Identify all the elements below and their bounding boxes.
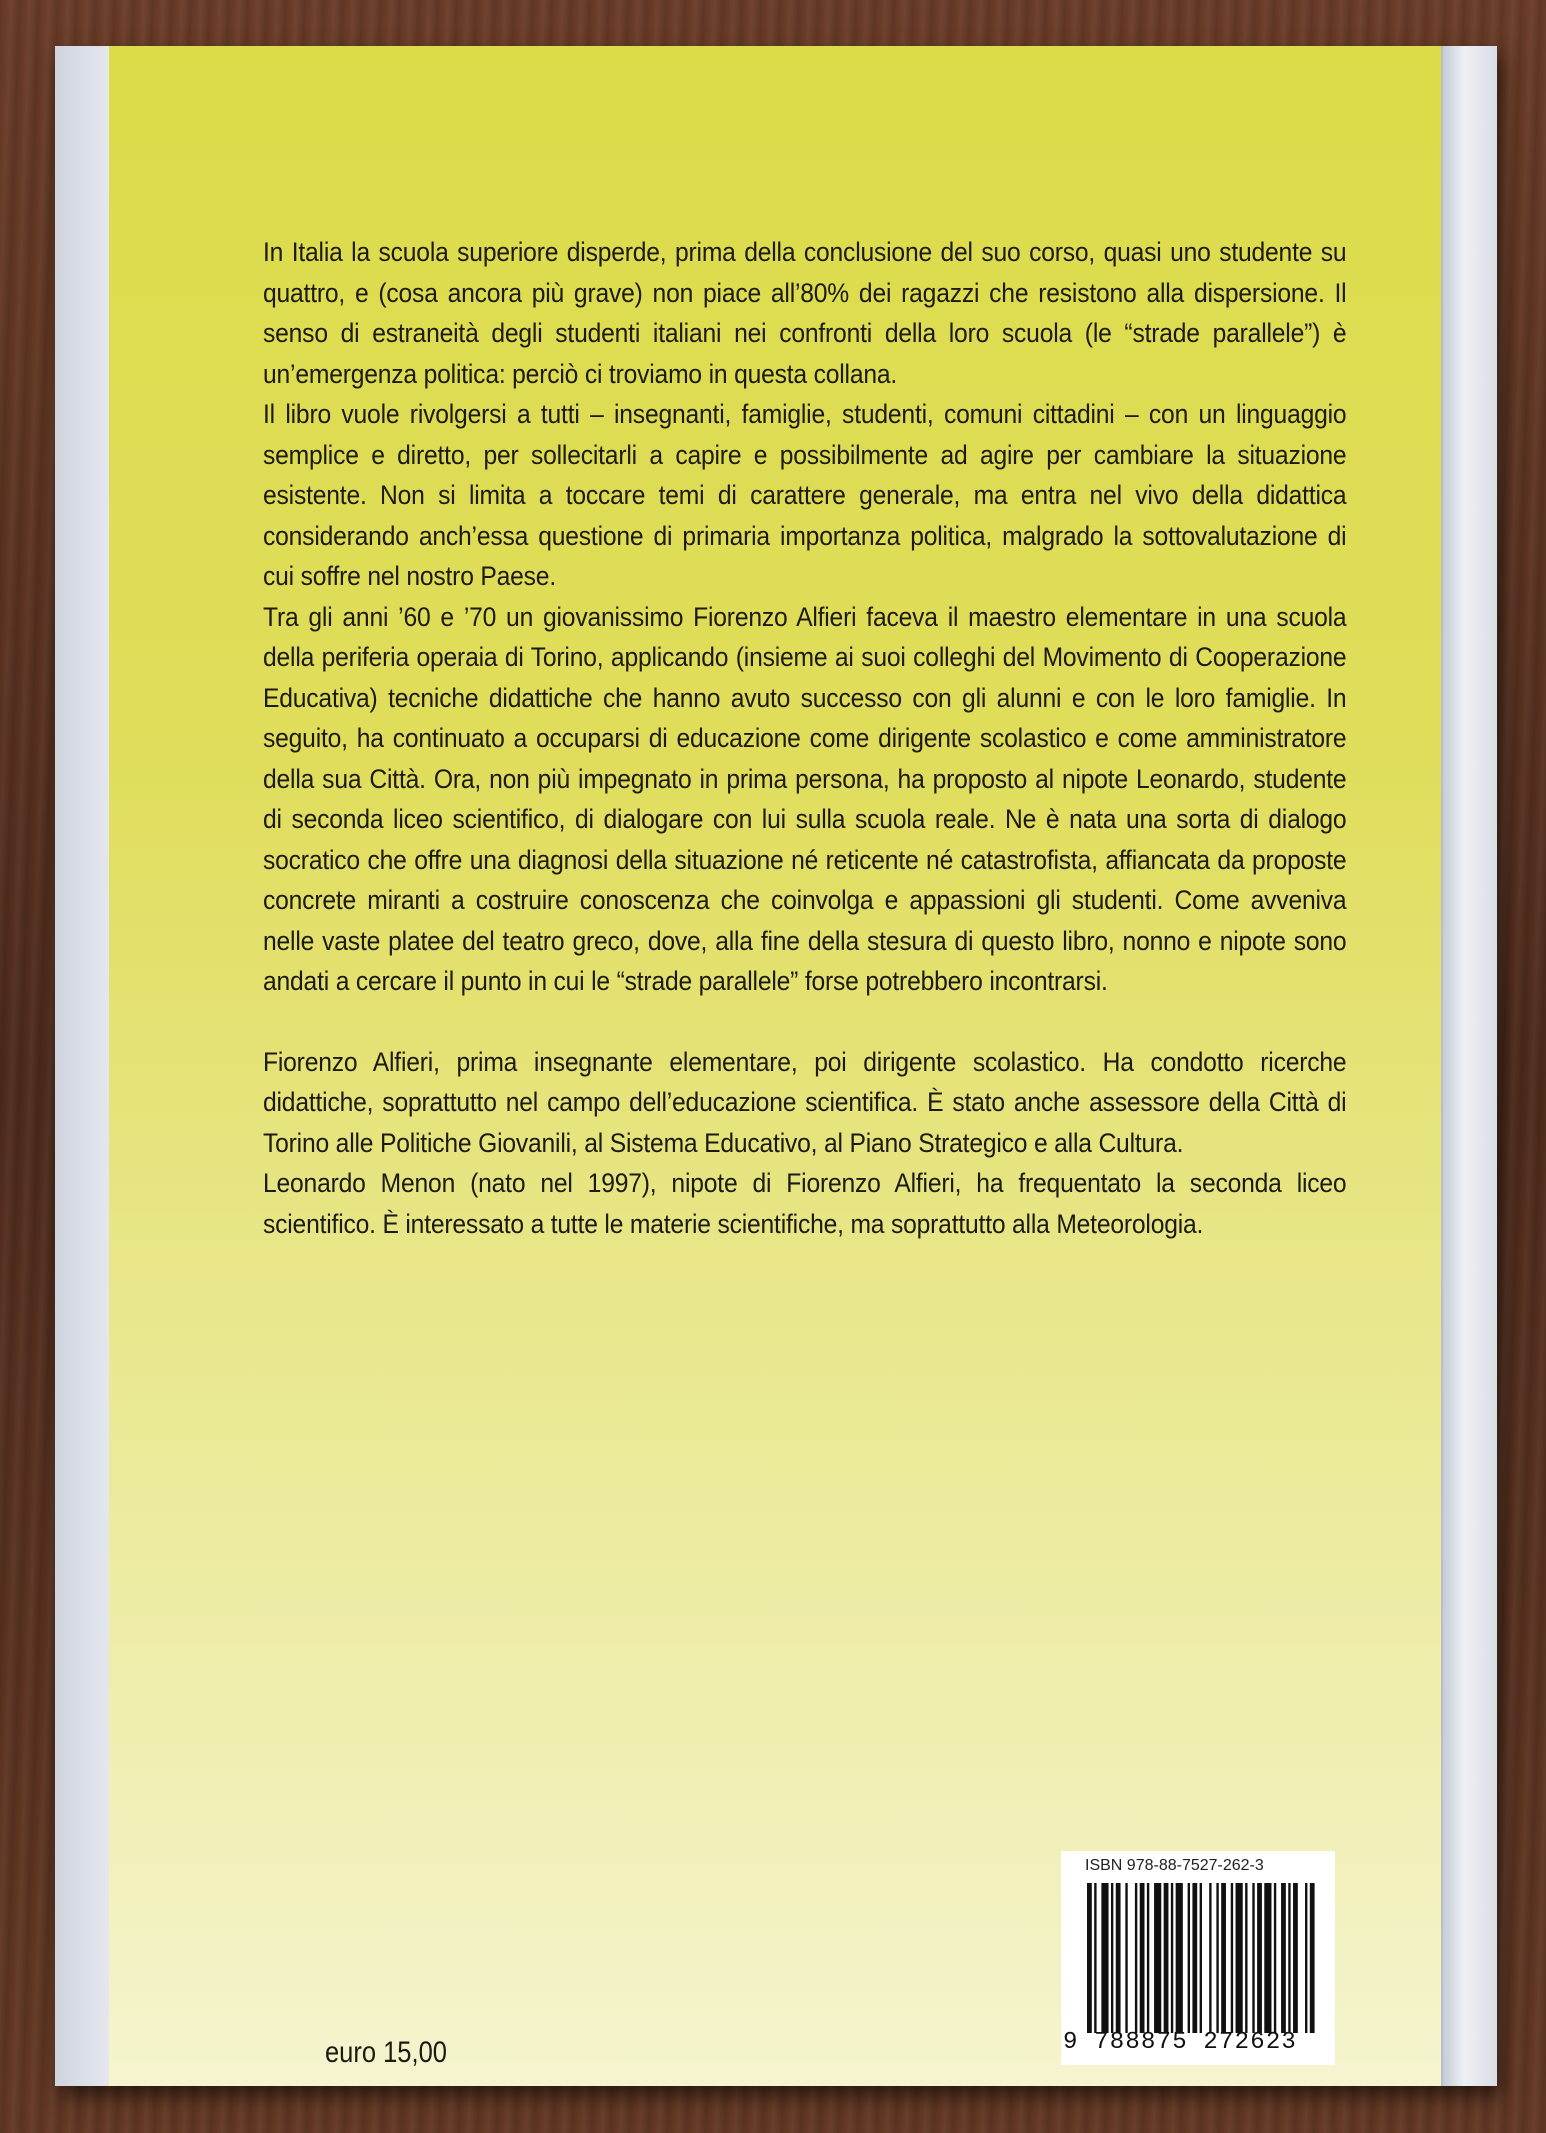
- page-edge-right: [1441, 46, 1497, 2086]
- price-label: euro 15,00: [325, 2036, 447, 2069]
- page-edge-left: [55, 46, 109, 2086]
- ean-digits: 9 788875 272623: [1063, 2029, 1298, 2056]
- paragraph-3: Tra gli anni ’60 e ’70 un giovanissimo Fiorenzo Alfieri faceva il maestro elementare in una scuola della periferia operaia di Torino, applicando (insieme ai suoi colleghi del Movimento di Cooperazione Educativa) tecniche didattiche che hanno avuto successo con gli alunni e con le loro famiglie. In seguito, ha continuato a occuparsi di educazione come dirigente scolastico e come amministratore della sua Città. Ora, non più impegnato in prima persona, ha proposto al nipote Leonardo, studente di seconda liceo scientifico, di dialogare con lui sulla scuola reale. Ne è nata una sorta di dialogo socratico che offre una diagnosi della situazione né reticente né catastrofista, affiancata da proposte concrete miranti a costruire conoscenza che coinvolga e appassioni gli studenti. Come avveniva nelle vaste platee del teatro greco, dove, alla fine della stesura di questo libro, nonno e nipote sono andati a cercare il punto in cui le “strade parallele” forse potrebbero incontrarsi.: [263, 601, 1347, 996]
- bio-menon: Leonardo Menon (nato nel 1997), nipote di Fiorenzo Alfieri, ha frequentato la seconda liceo scientifico. È interessato a tutte le materie scientifiche, ma soprattutto alla Meteorologia.: [263, 1168, 1347, 1239]
- paragraph-1: In Italia la scuola superiore disperde, prima della conclusione del suo corso, quasi uno studente su quattro, e (cosa ancora più grave) non piace all’80% dei ragazzi che resistono alla dispersione. Il senso di estraneità degli studenti italiani nei confronti della loro scuola (le “strade parallele”) è un’emergenza politica: perciò ci troviamo in questa collana.: [263, 237, 1347, 389]
- spacer: [263, 1002, 1346, 1042]
- paragraph-2: Il libro vuole rivolgersi a tutti – insegnanti, famiglie, studenti, comuni cittadini – con un linguaggio semplice e diretto, per sollecitarli a capire e possibilmente ad agire per cambiare la situazione esistente. Non si limita a toccare temi di carattere generale, ma entra nel vivo della didattica considerando anch’essa questione di primaria importanza politica, malgrado la sottovalutazione di cui soffre nel nostro Paese.: [263, 399, 1347, 591]
- isbn-label: ISBN 978-88-7527-262-3: [1085, 1857, 1264, 1874]
- cover-text: [263, 232, 1346, 1244]
- barcode-panel: [1061, 1851, 1335, 2065]
- book-back-cover: [55, 46, 1495, 2086]
- bio-alfieri: Fiorenzo Alfieri, prima insegnante elementare, poi dirigente scolastico. Ha condotto ricerche didattiche, soprattutto nel campo dell’educazione scientifica. È stato anche assessore della Città di Torino alle Politiche Giovanili, al Sistema Educativo, al Piano Strategico e alla Cultura.: [263, 1046, 1347, 1158]
- cover-panel: [55, 46, 1441, 2086]
- barcode-icon: [1087, 1883, 1317, 2033]
